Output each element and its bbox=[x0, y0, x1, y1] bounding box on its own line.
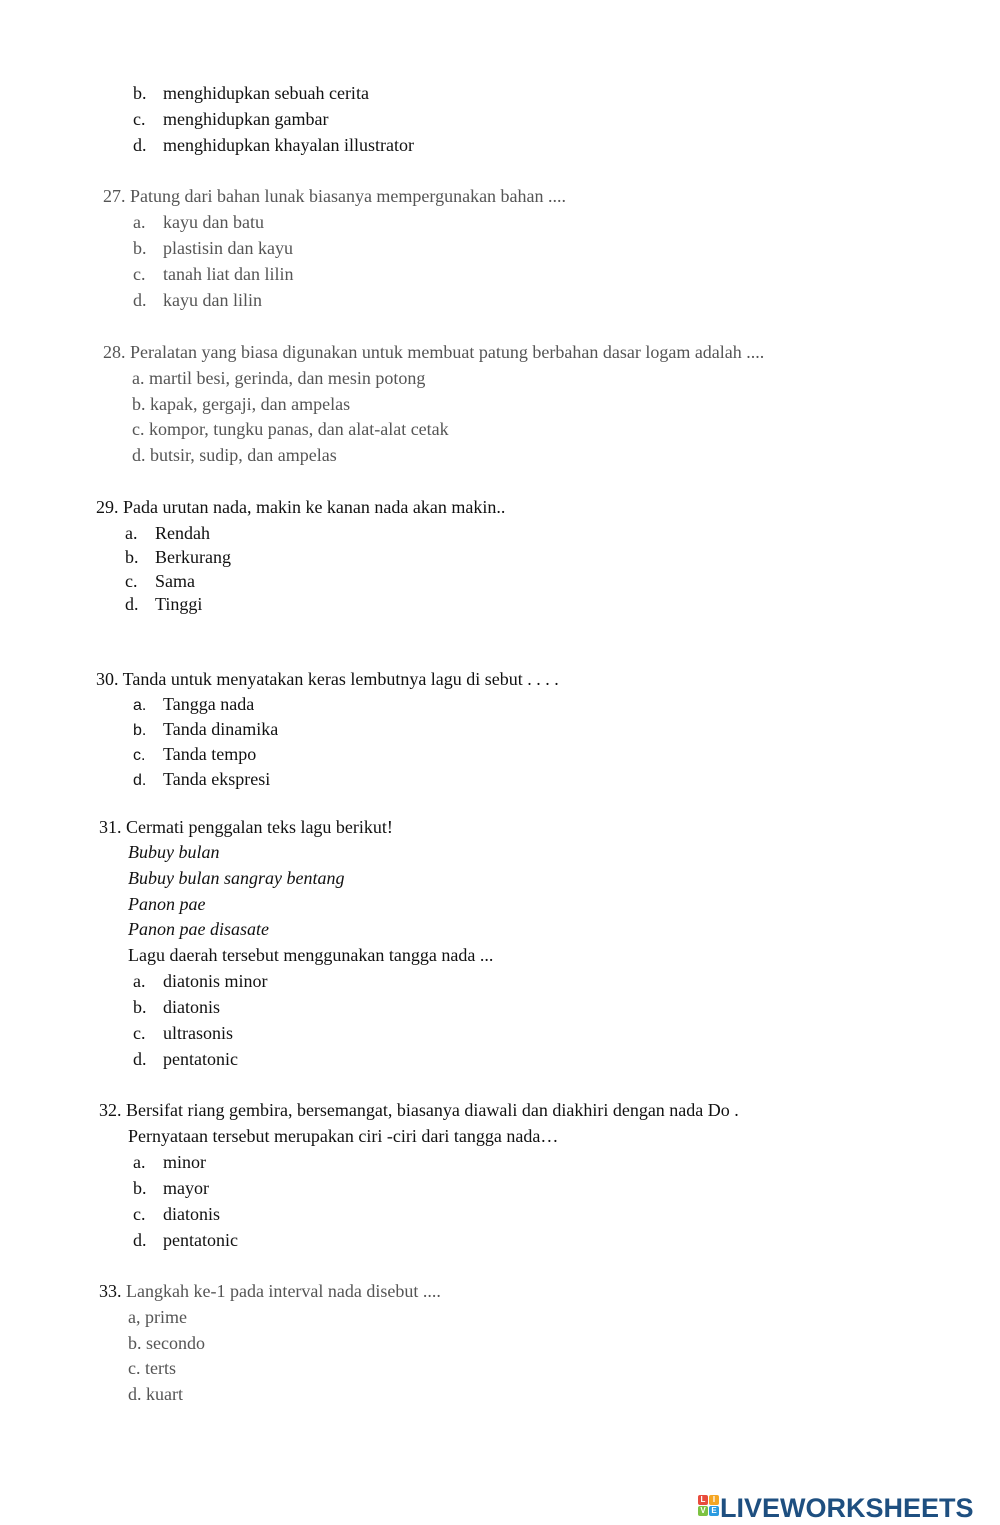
logo-block-v: V bbox=[698, 1506, 708, 1516]
option-text: Tangga nada bbox=[163, 694, 255, 714]
option-letter: c. bbox=[133, 264, 146, 284]
q31-prompt: Lagu daerah tersebut menggunakan tangga nada ... bbox=[128, 945, 494, 965]
q33-option-d: d. kuart bbox=[128, 1384, 183, 1404]
option-letter: d. bbox=[133, 1230, 147, 1250]
option-letter: d. bbox=[133, 135, 147, 155]
q26-option-b bbox=[133, 82, 369, 104]
q29-option-d bbox=[125, 593, 202, 615]
option-letter: b. bbox=[133, 722, 147, 739]
q31-option-d bbox=[133, 1048, 238, 1070]
option-text: kayu dan batu bbox=[163, 212, 264, 232]
option-text: Rendah bbox=[155, 523, 210, 543]
option-text: pentatonic bbox=[163, 1049, 238, 1069]
logo-text: LIVEWORKSHEETS bbox=[720, 1493, 974, 1523]
option-letter: c. bbox=[133, 109, 146, 129]
q27-option-b bbox=[133, 237, 293, 259]
q30-option-a bbox=[133, 693, 254, 717]
option-text: diatonis bbox=[163, 997, 220, 1017]
option-letter: b. bbox=[133, 83, 147, 103]
liveworksheets-logo bbox=[698, 1493, 974, 1524]
option-letter: d. bbox=[133, 290, 147, 310]
q32-option-a bbox=[133, 1151, 206, 1173]
option-text: Tanda ekspresi bbox=[163, 769, 271, 789]
q28-option-c: c. kompor, tungku panas, dan alat-alat cetak bbox=[132, 419, 449, 439]
q26-option-c bbox=[133, 108, 328, 130]
q33-number: 33. bbox=[99, 1281, 122, 1301]
logo-block-l: L bbox=[698, 1495, 708, 1505]
option-letter: b. bbox=[125, 547, 139, 567]
option-letter: b. bbox=[133, 997, 147, 1017]
q28-stem: 28. Peralatan yang biasa digunakan untuk membuat patung berbahan dasar logam adalah .... bbox=[103, 342, 765, 362]
q27-option-a bbox=[133, 211, 264, 233]
q31-lyric-1: Bubuy bulan bbox=[128, 842, 220, 862]
q28-option-b: b. kapak, gergaji, dan ampelas bbox=[132, 394, 351, 414]
option-text: Sama bbox=[155, 571, 195, 591]
q30-option-c bbox=[133, 743, 256, 767]
q33-stem bbox=[99, 1280, 441, 1302]
option-letter: a. bbox=[133, 697, 147, 714]
q31-stem: 31. Cermati penggalan teks lagu berikut! bbox=[99, 817, 393, 837]
q32-stem-2: Pernyataan tersebut merupakan ciri -ciri dari tangga nada… bbox=[128, 1126, 559, 1146]
q32-stem: 32. Bersifat riang gembira, bersemangat, biasanya diawali dan diakhiri dengan nada Do . bbox=[99, 1100, 739, 1120]
q27-option-c bbox=[133, 263, 293, 285]
option-text: Tanda tempo bbox=[163, 744, 257, 764]
q32-option-c bbox=[133, 1203, 220, 1225]
q31-lyric-4: Panon pae disasate bbox=[128, 919, 269, 939]
option-text: Tanda dinamika bbox=[163, 719, 279, 739]
q33-option-a: a, prime bbox=[128, 1307, 187, 1327]
q33-option-b: b. secondo bbox=[128, 1333, 205, 1353]
option-text: menghidupkan gambar bbox=[163, 109, 329, 129]
option-text: diatonis bbox=[163, 1204, 220, 1224]
option-text: plastisin dan kayu bbox=[163, 238, 293, 258]
option-text: ultrasonis bbox=[163, 1023, 233, 1043]
q26-option-d bbox=[133, 134, 414, 156]
option-text: kayu dan lilin bbox=[163, 290, 262, 310]
option-letter: c. bbox=[133, 1023, 146, 1043]
option-text: menghidupkan khayalan illustrator bbox=[163, 135, 414, 155]
option-letter: c. bbox=[133, 747, 146, 764]
option-letter: a. bbox=[133, 1152, 146, 1172]
q29-option-b bbox=[125, 546, 231, 568]
q31-option-a bbox=[133, 970, 268, 992]
q28-option-a: a. martil besi, gerinda, dan mesin potong bbox=[132, 368, 426, 388]
option-text: minor bbox=[163, 1152, 206, 1172]
option-text: Berkurang bbox=[155, 547, 231, 567]
logo-block-e: E bbox=[709, 1506, 719, 1516]
q29-option-a bbox=[125, 522, 210, 544]
q31-lyric-3: Panon pae bbox=[128, 894, 206, 914]
option-letter: d. bbox=[133, 772, 147, 789]
option-text: pentatonic bbox=[163, 1230, 238, 1250]
option-letter: d. bbox=[125, 594, 139, 614]
q32-option-d bbox=[133, 1229, 238, 1251]
option-letter: a. bbox=[133, 212, 146, 232]
logo-block-i: I bbox=[709, 1495, 719, 1505]
q30-option-b bbox=[133, 718, 278, 742]
option-letter: a. bbox=[133, 971, 146, 991]
q33-stem-text: Langkah ke-1 pada interval nada disebut .... bbox=[126, 1281, 441, 1301]
q31-lyric-2: Bubuy bulan sangray bentang bbox=[128, 868, 345, 888]
option-text: mayor bbox=[163, 1178, 209, 1198]
option-letter: c. bbox=[125, 571, 138, 591]
option-letter: b. bbox=[133, 238, 147, 258]
option-letter: a. bbox=[125, 523, 138, 543]
option-text: tanah liat dan lilin bbox=[163, 264, 294, 284]
option-text: Tinggi bbox=[155, 594, 203, 614]
q30-stem: 30. Tanda untuk menyatakan keras lembutnya lagu di sebut . . . . bbox=[96, 669, 559, 689]
option-text: diatonis minor bbox=[163, 971, 268, 991]
q29-option-c bbox=[125, 570, 195, 592]
option-letter: c. bbox=[133, 1204, 146, 1224]
q32-option-b bbox=[133, 1177, 209, 1199]
q30-option-d bbox=[133, 768, 270, 792]
q28-option-d: d. butsir, sudip, dan ampelas bbox=[132, 445, 337, 465]
q29-stem: 29. Pada urutan nada, makin ke kanan nada akan makin.. bbox=[96, 497, 506, 517]
option-text: menghidupkan sebuah cerita bbox=[163, 83, 369, 103]
live-blocks-icon bbox=[698, 1495, 720, 1517]
q31-option-b bbox=[133, 996, 220, 1018]
q27-stem: 27. Patung dari bahan lunak biasanya mempergunakan bahan .... bbox=[103, 186, 567, 206]
q27-option-d bbox=[133, 289, 262, 311]
q33-option-c: c. terts bbox=[128, 1358, 176, 1378]
q31-option-c bbox=[133, 1022, 233, 1044]
option-letter: d. bbox=[133, 1049, 147, 1069]
option-letter: b. bbox=[133, 1178, 147, 1198]
